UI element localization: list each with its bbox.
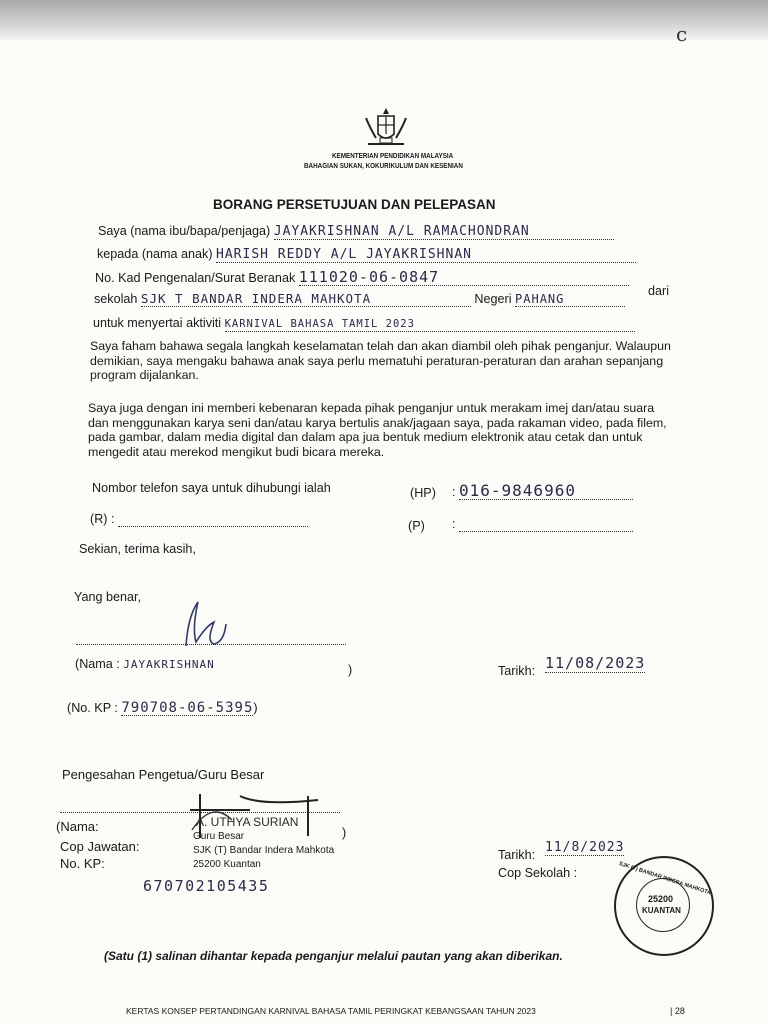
child-name-label: kepada (nama anak) [97, 247, 213, 261]
child-name-row [97, 247, 636, 263]
headmaster-name-close: ) [342, 826, 347, 840]
headmaster-cop-label: Cop Jawatan: [60, 839, 140, 854]
form-title: BORANG PERSETUJUAN DAN PELEPASAN [213, 197, 496, 212]
signatory-kp-close: ) [253, 701, 258, 715]
school-row [94, 292, 625, 307]
yang-benar-text: Yang benar, [74, 590, 141, 604]
state-field [515, 292, 625, 307]
closing-text: Sekian, terima kasih, [79, 542, 196, 556]
signatory-kp-row [67, 701, 258, 716]
signatory-name-label: (Nama : [75, 657, 120, 671]
hp-row [452, 481, 633, 500]
child-name-value: HARISH REDDY A/L JAYAKRISHNAN [216, 247, 472, 262]
hp-colon: : [452, 485, 456, 499]
r-row [90, 512, 308, 527]
stamp-outer-text: SJK (T) BANDAR INDERA MAHKOTA [618, 861, 712, 897]
p-label: (P) [408, 519, 425, 533]
headmaster-name-label: (Nama: [56, 819, 99, 834]
headmaster-stamp-school: SJK (T) Bandar Indera Mahkota [193, 845, 335, 856]
parent-name-label: Saya (nama ibu/bapa/penjaga) [98, 224, 271, 238]
signatory-name-row [75, 657, 215, 672]
footer-text: KERTAS KONSEP PERTANDINGAN KARNIVAL BAHASA TAMIL PERINGKAT KEBANGSAAN TAHUN 2023 [126, 1006, 536, 1016]
school-field [141, 292, 471, 307]
activity-row [93, 316, 635, 332]
headmaster-stamp-address: 25200 Kuantan [193, 859, 261, 870]
signatory-date-field [545, 654, 645, 673]
cop-sekolah-label: Cop Sekolah : [498, 866, 578, 880]
ic-value: 111020-06-0847 [298, 268, 440, 286]
headmaster-stamp-name: A. UTHYA SURIAN [196, 815, 299, 829]
hp-label: (HP) [410, 486, 436, 500]
ministry-name: KEMENTERIAN PENDIDIKAN MALAYSIA [332, 153, 454, 160]
signatory-kp-label: (No. KP : [67, 701, 118, 715]
school-value: SJK T BANDAR INDERA MAHKOTA [140, 291, 372, 306]
dari-label: dari [648, 284, 669, 298]
r-field [118, 512, 308, 527]
division-name: BAHAGIAN SUKAN, KOKURIKULUM DAN KESENIAN [304, 163, 463, 170]
stamp-city: KUANTAN [642, 906, 681, 915]
phone-label: Nombor telefon saya untuk dihubungi ialah [92, 481, 331, 495]
p-row [452, 517, 633, 532]
signature-dotted-line [76, 644, 346, 645]
hp-value: 016-9846960 [459, 481, 576, 500]
r-label: (R) : [90, 512, 115, 526]
scan-edge-shadow [0, 0, 768, 40]
activity-label: untuk menyertai aktiviti [93, 316, 222, 330]
signatory-kp-value: 790708-06-5395 [121, 700, 254, 716]
signatory-name-value: JAYAKRISHNAN [123, 658, 215, 671]
activity-field [225, 316, 635, 332]
signatory-date-value: 11/08/2023 [545, 654, 646, 672]
ic-row [95, 270, 629, 286]
school-label: sekolah [94, 292, 138, 306]
signatory-date-label: Tarikh: [498, 664, 536, 678]
signatory-name-close: ) [348, 663, 353, 677]
p-colon: : [452, 517, 456, 531]
copy-note: (Satu (1) salinan dihantar kepada penganjur melalui pautan yang akan diberikan. [104, 949, 563, 963]
headmaster-kp-label: No. KP: [60, 856, 105, 871]
headmaster-date-field [545, 838, 624, 856]
footer-page-number: | 28 [670, 1006, 685, 1016]
parent-name-field [274, 224, 614, 240]
headmaster-date-label: Tarikh: [498, 848, 536, 862]
headmaster-date-value: 11/8/2023 [545, 840, 625, 855]
parent-name-value: JAYAKRISHNAN A/L RAMACHONDRAN [273, 224, 530, 239]
state-label: Negeri [474, 292, 512, 306]
headmaster-stamp-title: Guru Besar [193, 831, 245, 842]
child-name-field [216, 247, 636, 263]
headmaster-title: Pengesahan Pengetua/Guru Besar [62, 767, 265, 782]
ic-label: No. Kad Pengenalan/Surat Beranak [95, 271, 296, 285]
ic-field [299, 270, 629, 286]
school-round-stamp [614, 856, 714, 956]
activity-value: KARNIVAL BAHASA TAMIL 2023 [224, 318, 415, 330]
safety-paragraph: Saya faham bahawa segala langkah keselamatan telah dan akan diambil oleh pihak penganjur. Walaupun demikian, saya mengaku bahawa anak saya perlu mematuhi peraturan-peraturan dan arahan sepanjang program dijalankan. [90, 339, 671, 382]
hp-field [459, 481, 633, 500]
headmaster-kp-value: 670702105435 [143, 877, 270, 895]
parent-name-row [98, 224, 614, 240]
state-value: PAHANG [515, 292, 565, 306]
malaysia-crest-icon [360, 106, 412, 152]
stamp-postcode: 25200 [648, 894, 674, 904]
consent-paragraph: Saya juga dengan ini memberi kebenaran kepada pihak penganjur untuk merakam imej dan/atau suara dan menggunakan karya seni dan/atau karya bertulis anak/jagaan saya, pada rakaman video, pada filem, pada gambar, dalam media digital dan dalam apa jua bentuk medium elektronik atau cetak dan untuk mengedit atau merekod mengikut budi bicara mereka. [88, 401, 667, 459]
p-field [459, 517, 633, 532]
corner-mark: c [676, 22, 688, 46]
